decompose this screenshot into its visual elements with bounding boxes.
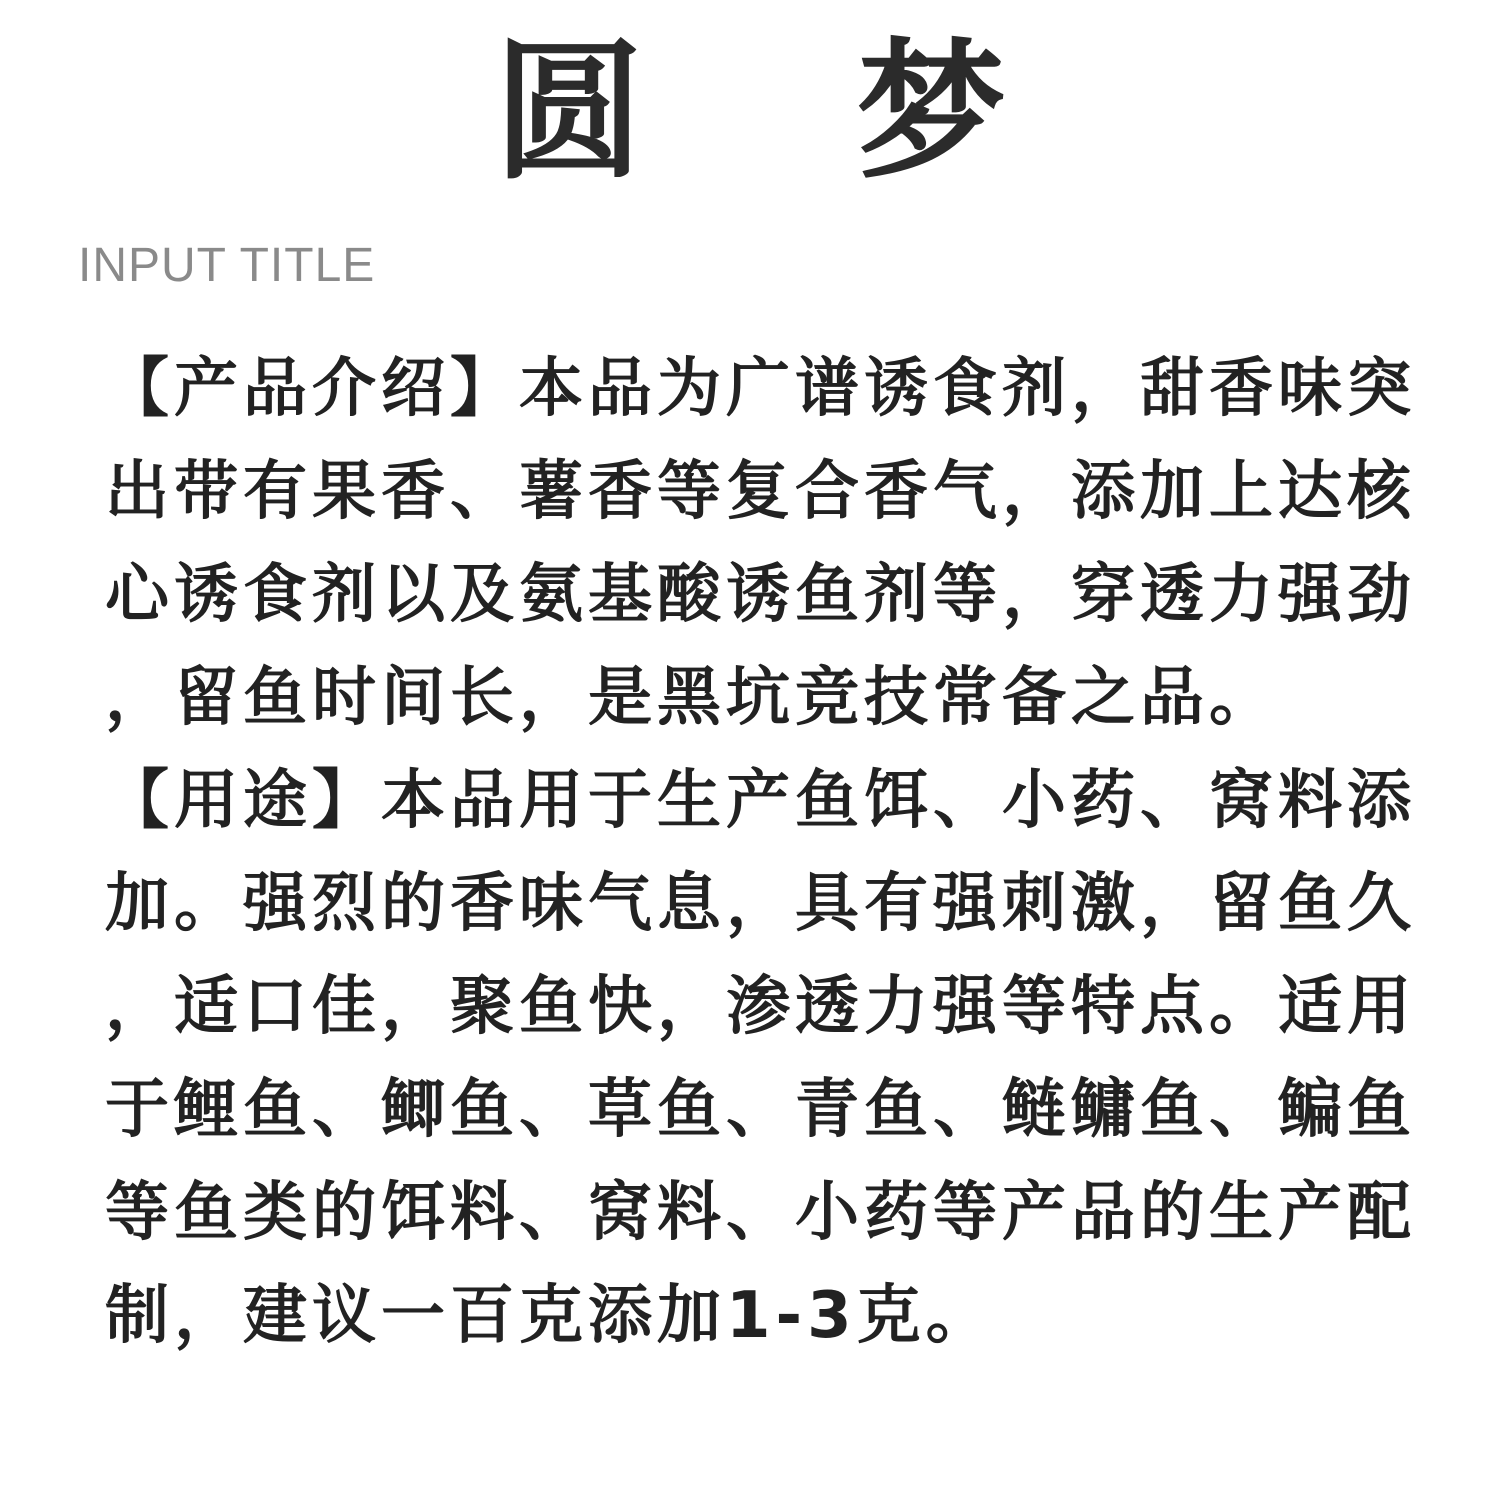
description-line: 心诱食剂以及氨基酸诱鱼剂等，穿透力强劲 (105, 558, 1416, 632)
product-description (105, 338, 1425, 1368)
usage-line: 等鱼类的饵料、窝料、小药等产品的生产配 (105, 1176, 1416, 1250)
usage-line: 于鲤鱼、鲫鱼、草鱼、青鱼、鲢鳙鱼、鳊鱼 (105, 1073, 1416, 1147)
description-line: 【产品介绍】本品为广谱诱食剂，甜香味突 (105, 352, 1416, 426)
usage-line: 制，建议一百克添加1-3克。 (105, 1279, 995, 1353)
description-line: 出带有果香、薯香等复合香气，添加上达核 (105, 455, 1416, 529)
description-line: ，留鱼时间长，是黑坑竞技常备之品。 (105, 661, 1278, 735)
usage-line: ，适口佳，聚鱼快，渗透力强等特点。适用 (105, 970, 1416, 1044)
page-title: 圆 梦 (493, 26, 1087, 200)
subtitle-placeholder: INPUT TITLE (78, 239, 376, 292)
usage-line: 【用途】本品用于生产鱼饵、小药、窝料添 (105, 764, 1416, 838)
usage-line: 加。强烈的香味气息，具有强刺激，留鱼久 (105, 867, 1416, 941)
